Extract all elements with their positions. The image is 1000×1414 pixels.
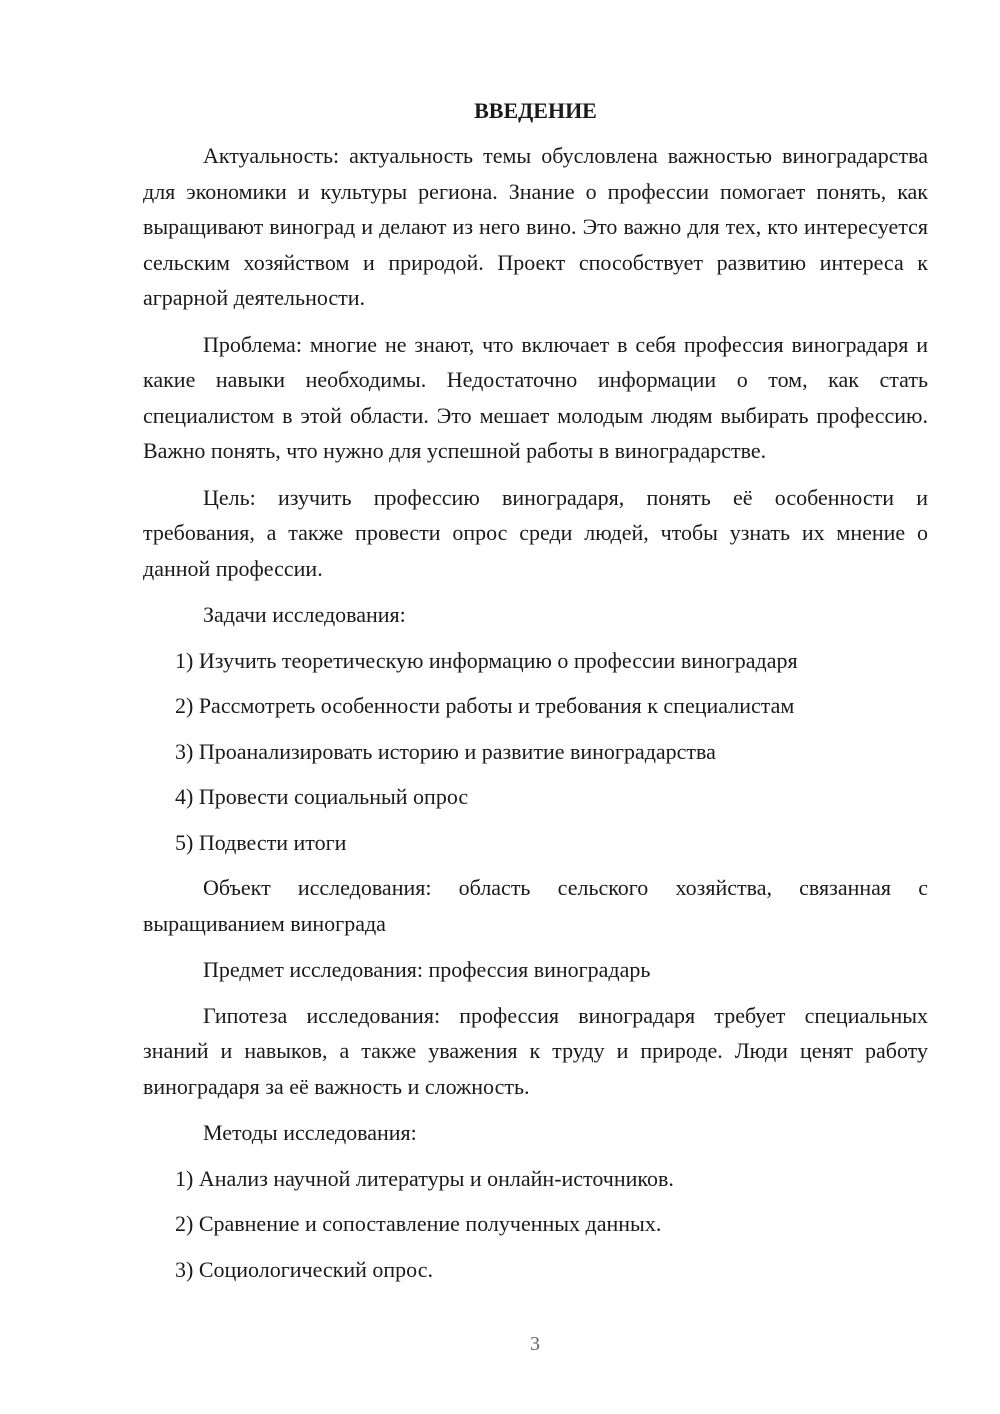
paragraph-goal: Цель: изучить профессию виноградаря, понять её особенности и требования, а также провести опрос среди людей, чтобы узнать их мнение о данной профессии. xyxy=(143,484,928,581)
document-page xyxy=(143,96,928,1297)
methods-list-item: 2) Сравнение и сопоставление полученных данных. xyxy=(175,1211,662,1236)
section-title: ВВЕДЕНИЕ xyxy=(474,98,597,123)
methods-list-item: 3) Социологический опрос. xyxy=(175,1256,433,1282)
tasks-heading: Задачи исследования: xyxy=(203,602,406,627)
paragraph-relevance: Актуальность: актуальность темы обусловлена важностью виноградарства для экономики и культуры региона. Знание о профессии помогает понять, как выращивают виноград и делают из него вино. Это важно для тех, кто интересуется сельским хозяйством и природой. Проект способствует развитию интереса к аграрной деятельности. xyxy=(143,143,928,310)
paragraph-problem: Проблема: многие не знают, что включает в себя профессия виноградаря и какие навыки необходимы. Недостаточно информации о том, как стать специалистом в этой области. Это мешает молодым людям выбирать профессию. Важно понять, что нужно для успешной работы в виноградарстве. xyxy=(143,331,928,463)
paragraph-hypothesis: Гипотеза исследования: профессия виноградаря требует специальных знаний и навыков, а также уважения к труду и природе. Люди ценят работу виноградаря за её важность и сложность. xyxy=(143,1002,928,1099)
paragraph-object: Объект исследования: область сельского хозяйства, связанная с выращиванием винограда xyxy=(143,875,928,936)
tasks-list-item: 2) Рассмотреть особенности работы и требования к специалистам xyxy=(175,693,795,718)
paragraph-subject: Предмет исследования: профессия виноградарь xyxy=(203,957,651,982)
page-number: 3 xyxy=(530,1333,540,1355)
tasks-list-item: 3) Проанализировать историю и развитие виноградарства xyxy=(175,738,716,764)
tasks-list-item: 5) Подвести итоги xyxy=(175,829,347,855)
methods-list-item: 1) Анализ научной литературы и онлайн-источников. xyxy=(175,1165,674,1191)
methods-heading: Методы исследования: xyxy=(203,1120,417,1145)
tasks-list-item: 1) Изучить теоретическую информацию о профессии виноградаря xyxy=(175,647,798,673)
tasks-list-item: 4) Провести социальный опрос xyxy=(175,784,469,809)
